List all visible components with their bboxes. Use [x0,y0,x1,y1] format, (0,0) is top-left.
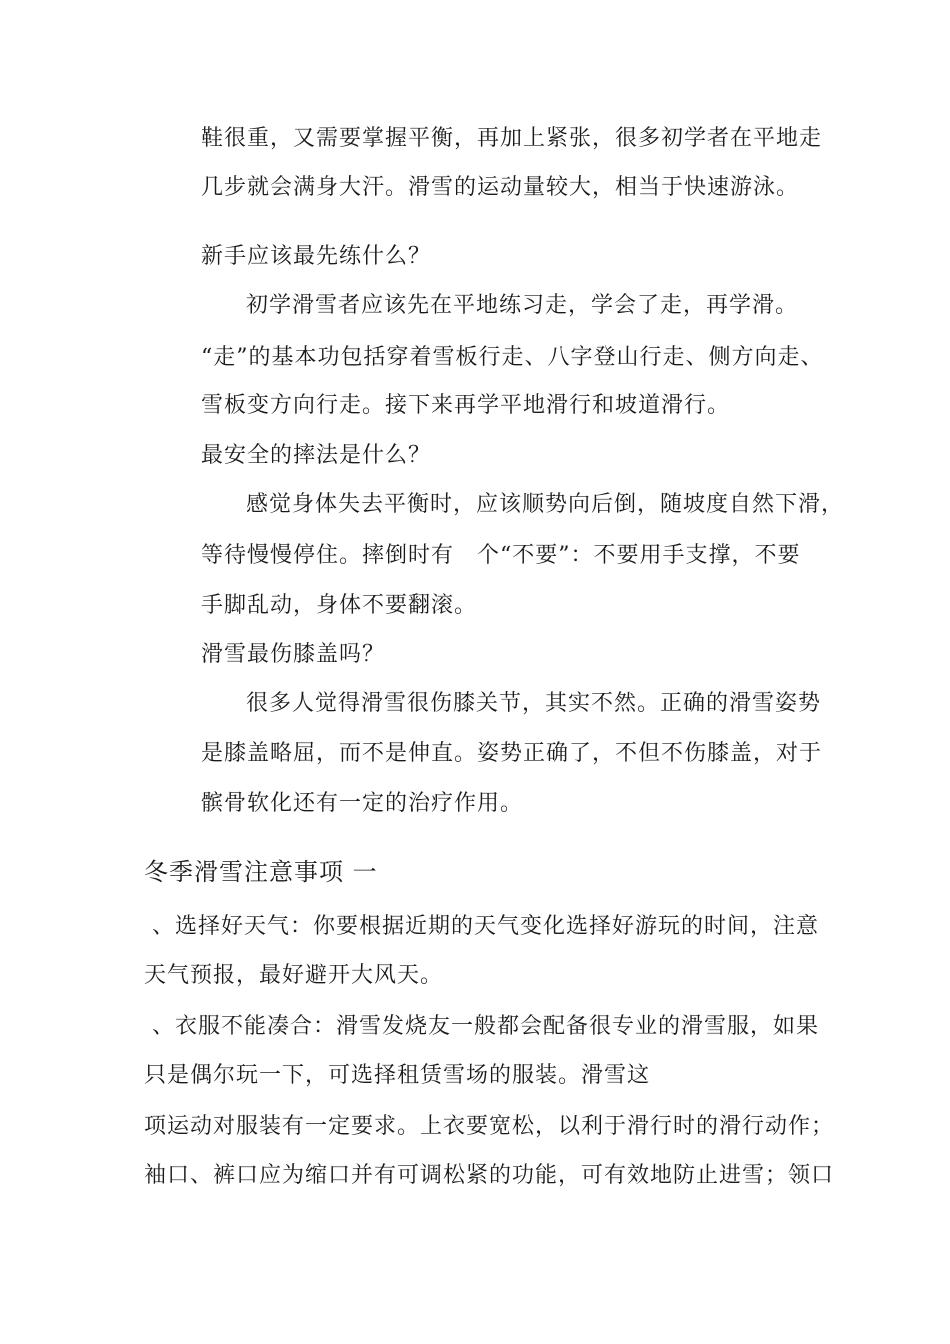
list-item-line: 、衣服不能凑合：滑雪发烧友一般都会配备很专业的滑雪服，如果 [152,1014,820,1039]
question-heading: 最安全的摔法是什么？ [201,443,432,468]
paragraph-line: 雪板变方向行走。接下来再学平地滑行和坡道滑行。 [201,393,731,418]
list-item-line: 天气预报，最好避开大风天。 [144,963,444,988]
paragraph-line: 手脚乱动，身体不要翻滚。 [201,593,478,618]
list-item-line: 只是偶尔玩一下，可选择租赁雪场的服装。滑雪这 [144,1063,651,1088]
paragraph-line: 鞋很重，又需要掌握平衡，再加上紧张，很多初学者在平地走 [201,126,823,151]
paragraph-line: 感觉身体失去平衡时，应该顺势向后倒，随坡度自然下滑， [246,492,845,517]
section-heading: 冬季滑雪注意事项 一 [144,858,378,886]
question-heading: 滑雪最伤膝盖吗？ [201,642,386,667]
paragraph-line: 等待慢慢停住。摔倒时有 个“不要”：不要用手支撑，不要 [201,543,801,568]
paragraph-line: 髌骨软化还有一定的治疗作用。 [201,791,524,816]
paragraph-line: 初学滑雪者应该先在平地练习走，学会了走，再学滑。 [246,293,799,318]
paragraph-line: 是膝盖略屈，而不是伸直。姿势正确了，不但不伤膝盖，对于 [201,741,823,766]
list-item-line: 、选择好天气：你要根据近期的天气变化选择好游玩的时间，注意 [152,914,820,939]
paragraph-line: 很多人觉得滑雪很伤膝关节，其实不然。正确的滑雪姿势 [246,691,822,716]
list-item-line: 项运动对服装有一定要求。上衣要宽松，以利于滑行时的滑行动作； [144,1114,835,1139]
paragraph-line: “走”的基本功包括穿着雪板行走、八字登山行走、侧方向走、 [201,345,824,370]
question-heading: 新手应该最先练什么？ [201,244,432,269]
paragraph-line: 几步就会满身大汗。滑雪的运动量较大，相当于快速游泳。 [201,175,800,200]
list-item-line: 袖口、裤口应为缩口并有可调松紧的功能，可有效地防止进雪；领口 [144,1163,835,1188]
